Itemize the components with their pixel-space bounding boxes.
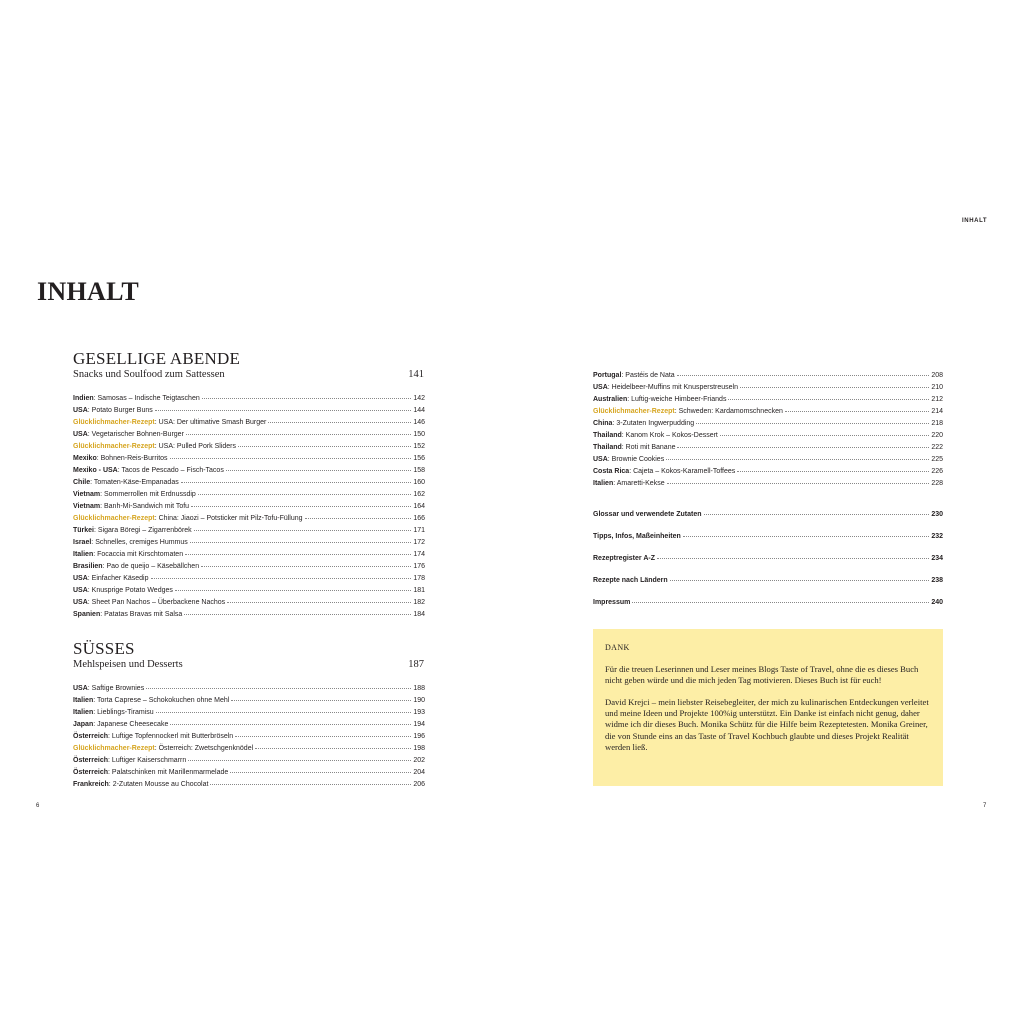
- entry-page: 158: [413, 467, 425, 474]
- entry-page: 212: [931, 396, 943, 403]
- entry-title: Pao de queijo – Käsebällchen: [106, 563, 200, 570]
- entry-title: Vegetarischer Bohnen-Burger: [91, 431, 184, 438]
- appendix-entry: [593, 507, 943, 529]
- toc-entry: [593, 476, 943, 488]
- entry-text: Thailand: Kanom Krok – Kokos-Dessert: [593, 432, 718, 439]
- dot-leader: [155, 402, 411, 411]
- gluecklichmacher-label: Glücklichmacher-Rezept: [73, 745, 155, 752]
- entry-country: USA: [73, 407, 88, 414]
- entry-text: Brasilien: Pao de queijo – Käsebällchen: [73, 563, 200, 570]
- entry-country: Indien: [73, 395, 94, 402]
- entry-text: USA: Heidelbeer-Muffins mit Knusperstreuseln: [593, 384, 738, 391]
- running-head: INHALT: [962, 218, 988, 224]
- entry-title: Österreich: Zwetschgenknödel: [158, 745, 254, 752]
- entry-text: Thailand: Roti mit Banane: [593, 444, 676, 451]
- entry-country: Israel: [73, 539, 92, 546]
- dot-leader: [190, 534, 411, 543]
- dot-leader: [235, 728, 411, 737]
- dank-paragraph: David Krejci – mein liebster Reisebegleiter, der mich zu kulinarischen Entdeckungen verleitet und meine Ideen und Projekte 100%ig unterstützt. Ein Danke ist einfach nicht genug, daher widme ich dir dieses Buch. Monika Schütz für die Hilfe beim Rezeptetesten. Monika Greiner, die von Stunde eins an das Taste of Travel Kochbuch glaubte und dieses Projekt Realität werden ließ.: [605, 697, 929, 752]
- entry-text: Israel: Schnelles, cremiges Hummus: [73, 539, 188, 546]
- dot-leader: [670, 572, 929, 581]
- entry-title: Amaretti-Kekse: [616, 480, 665, 487]
- entry-title: Pastéis de Nata: [625, 372, 675, 379]
- entry-text: Australien: Luftig-weiche Himbeer-Friands: [593, 396, 727, 403]
- dot-leader: [720, 427, 929, 436]
- entry-title: USA: Pulled Pork Sliders: [158, 443, 237, 450]
- entry-page: 222: [931, 444, 943, 451]
- appendix-entry: [593, 529, 943, 551]
- dot-leader: [785, 403, 929, 412]
- entry-title: Saftige Brownies: [91, 685, 145, 692]
- dank-title: DANK: [605, 643, 630, 652]
- entry-country: Türkei: [73, 527, 95, 534]
- section-subtitle: Snacks und Soulfood zum Sattessen: [73, 369, 225, 380]
- entry-page: 172: [413, 539, 425, 546]
- dot-leader: [305, 510, 411, 519]
- entry-title: Rezeptregister A-Z: [593, 555, 655, 562]
- entry-text: Indien: Samosas – Indische Teigtaschen: [73, 395, 200, 402]
- section-page: 141: [408, 369, 424, 380]
- appendix-list: [593, 507, 943, 617]
- entry-title: Focaccia mit Kirschtomaten: [97, 551, 184, 558]
- entry-page: 218: [931, 420, 943, 427]
- entry-title: Bohnen-Reis-Burritos: [100, 455, 168, 462]
- entry-page: 171: [413, 527, 425, 534]
- entry-title: Luftige Topfennockerl mit Butterbröseln: [111, 733, 234, 740]
- dot-leader: [632, 594, 929, 603]
- entry-title: Kanom Krok – Kokos-Dessert: [625, 432, 718, 439]
- entry-title: Tipps, Infos, Maßeinheiten: [593, 533, 681, 540]
- entry-title: Einfacher Käsedip: [91, 575, 149, 582]
- entry-country: Italien: [73, 709, 94, 716]
- entry-title: Tomaten-Käse-Empanadas: [93, 479, 179, 486]
- entry-text: Mexiko: Bohnen-Reis-Burritos: [73, 455, 168, 462]
- entry-page: 162: [413, 491, 425, 498]
- entry-page: 198: [413, 745, 425, 752]
- entry-text: USA: Brownie Cookies: [593, 456, 665, 463]
- entry-title: 2-Zutaten Mousse au Chocolat: [112, 781, 209, 788]
- dot-leader: [666, 451, 929, 460]
- section-suesses: [73, 640, 425, 789]
- dot-leader: [170, 716, 411, 725]
- entry-page: 142: [413, 395, 425, 402]
- entry-country: USA: [593, 384, 608, 391]
- entry-page: 188: [413, 685, 425, 692]
- toc-list: [73, 391, 425, 619]
- entry-title: Knusprige Potato Wedges: [91, 587, 173, 594]
- dot-leader: [226, 462, 411, 471]
- entry-text: Frankreich: 2-Zutaten Mousse au Chocolat: [73, 781, 209, 788]
- toc-entry: [73, 777, 425, 789]
- entry-country: USA: [73, 685, 88, 692]
- entry-country: Japan: [73, 721, 94, 728]
- entry-title: Palatschinken mit Marillenmarmelade: [111, 769, 229, 776]
- entry-title: Impressum: [593, 599, 631, 606]
- entry-country: Österreich: [73, 757, 109, 764]
- entry-text: USA: Saftige Brownies: [73, 685, 145, 692]
- entry-text: Spanien: Patatas Bravas mit Salsa: [73, 611, 183, 618]
- section-title: GESELLIGE ABENDE: [73, 349, 241, 368]
- gluecklichmacher-label: Glücklichmacher-Rezept: [593, 408, 675, 415]
- entry-title: Schnelles, cremiges Hummus: [95, 539, 188, 546]
- dot-leader: [704, 506, 929, 515]
- dot-leader: [156, 704, 411, 713]
- dot-leader: [677, 367, 929, 376]
- entry-country: Italien: [73, 551, 94, 558]
- entry-page: 206: [413, 781, 425, 788]
- entry-text: Glücklichmacher-Rezept: China: Jiaozi – Potsticker mit Pilz-Tofu-Füllung: [73, 515, 303, 522]
- entry-country: Thailand: [593, 444, 622, 451]
- entry-text: Chile: Tomaten-Käse-Empanadas: [73, 479, 179, 486]
- entry-text: Vietnam: Sommerrollen mit Erdnussdip: [73, 491, 196, 498]
- entry-country: Thailand: [593, 432, 622, 439]
- entry-country: Costa Rica: [593, 468, 630, 475]
- entry-title: Sheet Pan Nachos – Überbackene Nachos: [91, 599, 226, 606]
- entry-text: USA: Knusprige Potato Wedges: [73, 587, 173, 594]
- toc-entry: [73, 607, 425, 619]
- gluecklichmacher-label: Glücklichmacher-Rezept: [73, 419, 155, 426]
- entry-page: 164: [413, 503, 425, 510]
- entry-country: Portugal: [593, 372, 622, 379]
- entry-title: Luftig-weiche Himbeer-Friands: [631, 396, 727, 403]
- entry-page: 208: [931, 372, 943, 379]
- entry-country: USA: [73, 587, 88, 594]
- entry-text: Glücklichmacher-Rezept: USA: Pulled Pork Sliders: [73, 443, 237, 450]
- entry-text: USA: Vegetarischer Bohnen-Burger: [73, 431, 184, 438]
- section-subtitle-row: [73, 368, 425, 381]
- dot-leader: [201, 558, 411, 567]
- folio-right: 7: [983, 803, 987, 809]
- section-page: 187: [408, 659, 424, 670]
- entry-page: 176: [413, 563, 425, 570]
- dot-leader: [191, 498, 411, 507]
- entry-page: 182: [413, 599, 425, 606]
- entry-text: Österreich: Luftiger Kaiserschmarrn: [73, 757, 187, 764]
- dot-leader: [230, 764, 411, 773]
- entry-country: USA: [73, 575, 88, 582]
- dot-leader: [198, 486, 411, 495]
- entry-page: 220: [931, 432, 943, 439]
- toc-list: [593, 368, 943, 488]
- dot-leader: [231, 692, 411, 701]
- dot-leader: [186, 426, 411, 435]
- dank-paragraph: Für die treuen Leserinnen und Leser meines Blogs Taste of Travel, ohne die es dieses Buch nicht geben würde und die mich jeden Tag motivieren. Dieses Buch ist für euch!: [605, 664, 919, 686]
- entry-title: Brownie Cookies: [611, 456, 665, 463]
- appendix-entry: [593, 551, 943, 573]
- entry-title: Heidelbeer-Muffins mit Knusperstreuseln: [611, 384, 738, 391]
- dot-leader: [696, 415, 929, 424]
- entry-page: 150: [413, 431, 425, 438]
- entry-text: Italien: Torta Caprese – Schokokuchen ohne Mehl: [73, 697, 230, 704]
- dot-leader: [210, 776, 411, 785]
- entry-text: China: 3-Zutaten Ingwerpudding: [593, 420, 695, 427]
- entry-page: 202: [413, 757, 425, 764]
- entry-title: Sommerrollen mit Erdnussdip: [104, 491, 196, 498]
- entry-text: Italien: Lieblings-Tiramisu: [73, 709, 154, 716]
- dot-leader: [268, 414, 411, 423]
- dot-leader: [740, 379, 929, 388]
- entry-country: Spanien: [73, 611, 101, 618]
- entry-country: Österreich: [73, 733, 109, 740]
- entry-title: Sigara Böregi – Zigarrenbörek: [97, 527, 192, 534]
- entry-page: 184: [413, 611, 425, 618]
- entry-page: 240: [931, 599, 943, 606]
- dot-leader: [238, 438, 411, 447]
- entry-page: 190: [413, 697, 425, 704]
- entry-page: 232: [931, 533, 943, 540]
- entry-title: Banh-Mi-Sandwich mit Tofu: [104, 503, 190, 510]
- dot-leader: [737, 463, 929, 472]
- section-subtitle: Mehlspeisen und Desserts: [73, 659, 183, 670]
- entry-page: 166: [413, 515, 425, 522]
- entry-title: Schweden: Kardamomschnecken: [678, 408, 783, 415]
- entry-title: Cajeta – Kokos-Karamell-Toffees: [633, 468, 736, 475]
- toc-list-continued: [593, 368, 943, 488]
- entry-text: Japan: Japanese Cheesecake: [73, 721, 169, 728]
- entry-text: Italien: Amaretti-Kekse: [593, 480, 665, 487]
- entry-page: 238: [931, 577, 943, 584]
- entry-page: 146: [413, 419, 425, 426]
- entry-text: Österreich: Luftige Topfennockerl mit Butterbröseln: [73, 733, 234, 740]
- entry-page: 196: [413, 733, 425, 740]
- dot-leader: [667, 475, 929, 484]
- entry-text: Glücklichmacher-Rezept: USA: Der ultimative Smash Burger: [73, 419, 267, 426]
- entry-page: 204: [413, 769, 425, 776]
- entry-page: 193: [413, 709, 425, 716]
- entry-title: Japanese Cheesecake: [97, 721, 169, 728]
- entry-country: Chile: [73, 479, 91, 486]
- dot-leader: [677, 439, 929, 448]
- entry-text: Österreich: Palatschinken mit Marillenmarmelade: [73, 769, 229, 776]
- gluecklichmacher-label: Glücklichmacher-Rezept: [73, 443, 155, 450]
- dot-leader: [181, 474, 411, 483]
- entry-text: Vietnam: Banh-Mi-Sandwich mit Tofu: [73, 503, 190, 510]
- entry-country: Italien: [593, 480, 614, 487]
- entry-title: 3-Zutaten Ingwerpudding: [616, 420, 695, 427]
- entry-title: Luftiger Kaiserschmarrn: [111, 757, 187, 764]
- entry-page: 156: [413, 455, 425, 462]
- toc-list: [73, 681, 425, 789]
- dot-leader: [188, 752, 411, 761]
- entry-text: Glücklichmacher-Rezept: Österreich: Zwetschgenknödel: [73, 745, 254, 752]
- entry-page: 228: [931, 480, 943, 487]
- entry-title: Samosas – Indische Teigtaschen: [97, 395, 200, 402]
- entry-text: Glücklichmacher-Rezept: Schweden: Kardamomschnecken: [593, 408, 783, 415]
- appendix-entry: [593, 573, 943, 595]
- entry-text: Mexiko - USA: Tacos de Pescado – Fisch-Tacos: [73, 467, 224, 474]
- entry-country: Australien: [593, 396, 628, 403]
- entry-country: USA: [73, 431, 88, 438]
- entry-country: Vietnam: [73, 491, 101, 498]
- entry-country: Italien: [73, 697, 94, 704]
- dot-leader: [175, 582, 411, 591]
- entry-text: Türkei: Sigara Böregi – Zigarrenbörek: [73, 527, 192, 534]
- entry-title: Roti mit Banane: [625, 444, 676, 451]
- entry-page: 160: [413, 479, 425, 486]
- entry-country: Brasilien: [73, 563, 103, 570]
- entry-page: 234: [931, 555, 943, 562]
- section-title: SÜSSES: [73, 639, 135, 658]
- entry-page: 225: [931, 456, 943, 463]
- entry-page: 194: [413, 721, 425, 728]
- dot-leader: [194, 522, 411, 531]
- dot-leader: [146, 680, 411, 689]
- entry-title: China: Jiaozi – Potsticker mit Pilz-Tofu-Füllung: [158, 515, 303, 522]
- section-gesellige-abende: [73, 350, 425, 619]
- entry-page: 226: [931, 468, 943, 475]
- entry-country: USA: [593, 456, 608, 463]
- entry-title: Potato Burger Buns: [91, 407, 153, 414]
- dot-leader: [185, 546, 411, 555]
- entry-title: Rezepte nach Ländern: [593, 577, 668, 584]
- entry-page: 178: [413, 575, 425, 582]
- dot-leader: [184, 606, 411, 615]
- dot-leader: [202, 390, 411, 399]
- dot-leader: [683, 528, 929, 537]
- entry-country: Vietnam: [73, 503, 101, 510]
- entry-page: 144: [413, 407, 425, 414]
- entry-text: Portugal: Pastéis de Nata: [593, 372, 675, 379]
- dot-leader: [151, 570, 412, 579]
- entry-page: 152: [413, 443, 425, 450]
- entry-page: 174: [413, 551, 425, 558]
- page-title: INHALT: [37, 277, 139, 306]
- entry-text: USA: Sheet Pan Nachos – Überbackene Nachos: [73, 599, 226, 606]
- entry-country: Frankreich: [73, 781, 109, 788]
- entry-country: China: [593, 420, 613, 427]
- entry-country: Österreich: [73, 769, 109, 776]
- folio-left: 6: [36, 803, 40, 809]
- dot-leader: [255, 740, 411, 749]
- entry-page: 230: [931, 511, 943, 518]
- appendix-entry: [593, 595, 943, 617]
- dot-leader: [227, 594, 411, 603]
- dank-box: [593, 629, 943, 786]
- section-subtitle-row: [73, 658, 425, 671]
- entry-page: 181: [413, 587, 425, 594]
- dot-leader: [170, 450, 411, 459]
- entry-page: 210: [931, 384, 943, 391]
- entry-title: Lieblings-Tiramisu: [97, 709, 154, 716]
- entry-text: USA: Einfacher Käsedip: [73, 575, 149, 582]
- entry-text: USA: Potato Burger Buns: [73, 407, 153, 414]
- entry-country: USA: [73, 599, 88, 606]
- entry-text: Costa Rica: Cajeta – Kokos-Karamell-Toffees: [593, 468, 736, 475]
- toc-appendix: [593, 507, 943, 617]
- entry-title: USA: Der ultimative Smash Burger: [158, 419, 267, 426]
- entry-page: 214: [931, 408, 943, 415]
- dot-leader: [657, 550, 929, 559]
- entry-title: Patatas Bravas mit Salsa: [104, 611, 183, 618]
- entry-title: Glossar und verwendete Zutaten: [593, 511, 702, 518]
- entry-country: Mexiko - USA: [73, 467, 118, 474]
- entry-title: Torta Caprese – Schokokuchen ohne Mehl: [97, 697, 230, 704]
- dot-leader: [728, 391, 929, 400]
- entry-text: Italien: Focaccia mit Kirschtomaten: [73, 551, 184, 558]
- entry-country: Mexiko: [73, 455, 97, 462]
- gluecklichmacher-label: Glücklichmacher-Rezept: [73, 515, 155, 522]
- entry-title: Tacos de Pescado – Fisch-Tacos: [121, 467, 224, 474]
